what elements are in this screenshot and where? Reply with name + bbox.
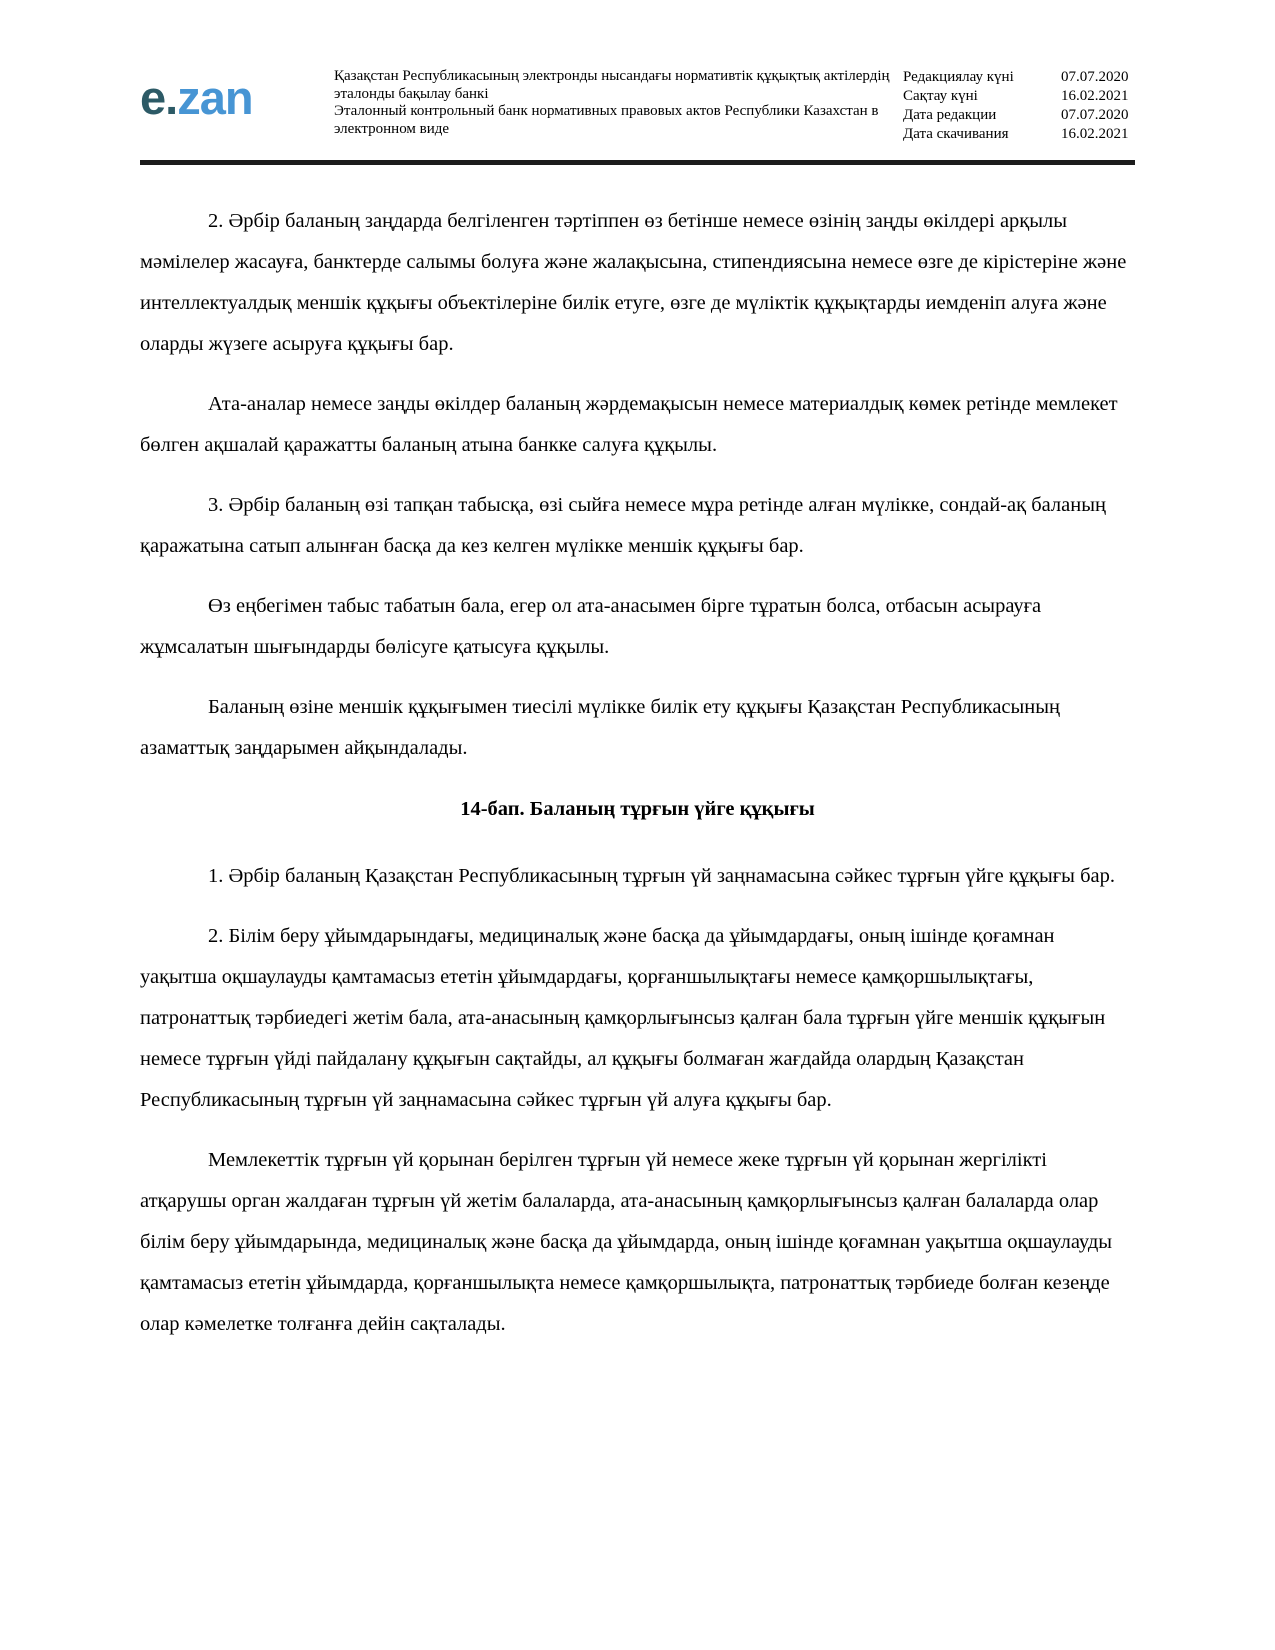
meta-row-save-date-kk: [903, 87, 1135, 106]
section-heading: 14-бап. Баланың тұрғын үйге құқығы: [460, 798, 815, 820]
meta-value: 16.02.2021: [1061, 126, 1129, 142]
meta-row-download-date-ru: [903, 125, 1135, 144]
document-dates: [903, 68, 1135, 144]
page-header: [140, 66, 1135, 144]
paragraph: 2. Білім беру ұйымдарындағы, медициналық және басқа да ұйымдардағы, оның ішінде қоғамнан уақытша оқшаулауды қамтамасыз ететін ұйымдардағы, қорғаншылықтағы немесе қамқоршылықтағы, патронаттық тәрбиедегі жетім бала, ата-анасының қамқорлығынсыз қалған бала тұрғын үйге меншік құқығын немесе тұрғын үйді пайдалану құқығын сақтайды, ал құқығы болмаған жағдайда олардың Қазақстан Республикасының тұрғын үй заңнамасына сәйкес тұрғын үй алуға құқығы бар.: [140, 925, 1106, 1111]
paragraph: Ата-аналар немесе заңды өкілдер баланың жәрдемақысын немесе материалдық көмек ретінде мемлекет бөлген ақшалай қаражатты баланың атына банкке салуға құқылы.: [140, 393, 1118, 456]
meta-value: 16.02.2021: [1061, 88, 1129, 104]
meta-row-edit-date-ru: [903, 106, 1135, 125]
meta-label: Дата скачивания: [903, 126, 1009, 142]
document-body: [140, 165, 1135, 1345]
bank-title: [290, 68, 903, 138]
meta-label: Сақтау күні: [903, 88, 978, 104]
paragraph: 1. Әрбір баланың Қазақстан Республикасының тұрғын үй заңнамасына сәйкес тұрғын үйге құқығы бар.: [208, 865, 1115, 887]
meta-row-edit-date-kk: [903, 68, 1135, 87]
paragraph: 3. Әрбір баланың өзі тапқан табысқа, өзі сыйға немесе мұра ретінде алған мүлікке, сондай-ақ баланың қаражатына сатып алынған басқа да кез келген мүлікке меншік құқығы бар.: [140, 494, 1106, 557]
paragraph: 2. Әрбір баланың заңдарда белгіленген тәртіппен өз бетінше немесе өзінің заңды өкілдері арқылы мәмілелер жасауға, банктерде салымы болуға және жалақысына, стипендиясына немесе өзге де кірістеріне және интеллектуалдық меншік құқығы объектілеріне билік етуге, өзге де мүліктік құқықтарды иемденіп алуға және оларды жүзеге асыруға құқығы бар.: [140, 210, 1127, 355]
logo-dot: .: [165, 71, 178, 124]
meta-value: 07.07.2020: [1061, 69, 1129, 85]
ezan-logo: [140, 71, 290, 124]
bank-title-kk: Қазақстан Республикасының электронды нысандағы нормативтік құқықтық актілердің эталонды бақылау банкі: [334, 68, 890, 102]
meta-label: Редакциялау күні: [903, 69, 1014, 85]
paragraph: Мемлекеттік тұрғын үй қорынан берілген тұрғын үй немесе жеке тұрғын үй қорынан жергілікті атқарушы орган жалдаған тұрғын үй жетім балаларда, ата-анасының қамқорлығынсыз қалған балаларда олар білім беру ұйымдарында, медициналық және басқа да ұйымдарда, оның ішінде қоғамнан уақытша оқшаулауды қамтамасыз ететін ұйымдарда, қорғаншылықта немесе қамқоршылықта, патронаттық тәрбиеде болған кезеңде олар кәмелетке толғанға дейін сақталады.: [140, 1149, 1113, 1335]
logo-part-zan: zan: [177, 71, 253, 124]
meta-label: Дата редакции: [903, 107, 997, 123]
bank-title-ru: Эталонный контрольный банк нормативных правовых актов Республики Казахстан в электронном виде: [334, 103, 879, 137]
meta-value: 07.07.2020: [1061, 107, 1129, 123]
paragraph: Өз еңбегімен табыс табатын бала, егер ол ата-анасымен бірге тұратын болса, отбасын асырауға жұмсалатын шығындарды бөлісуге қатысуға құқылы.: [140, 595, 1042, 658]
logo-part-e: e: [140, 71, 166, 124]
paragraph: Баланың өзіне меншік құқығымен тиесілі мүлікке билік ету құқығы Қазақстан Республикасының азаматтық заңдарымен айқындалады.: [140, 696, 1061, 759]
